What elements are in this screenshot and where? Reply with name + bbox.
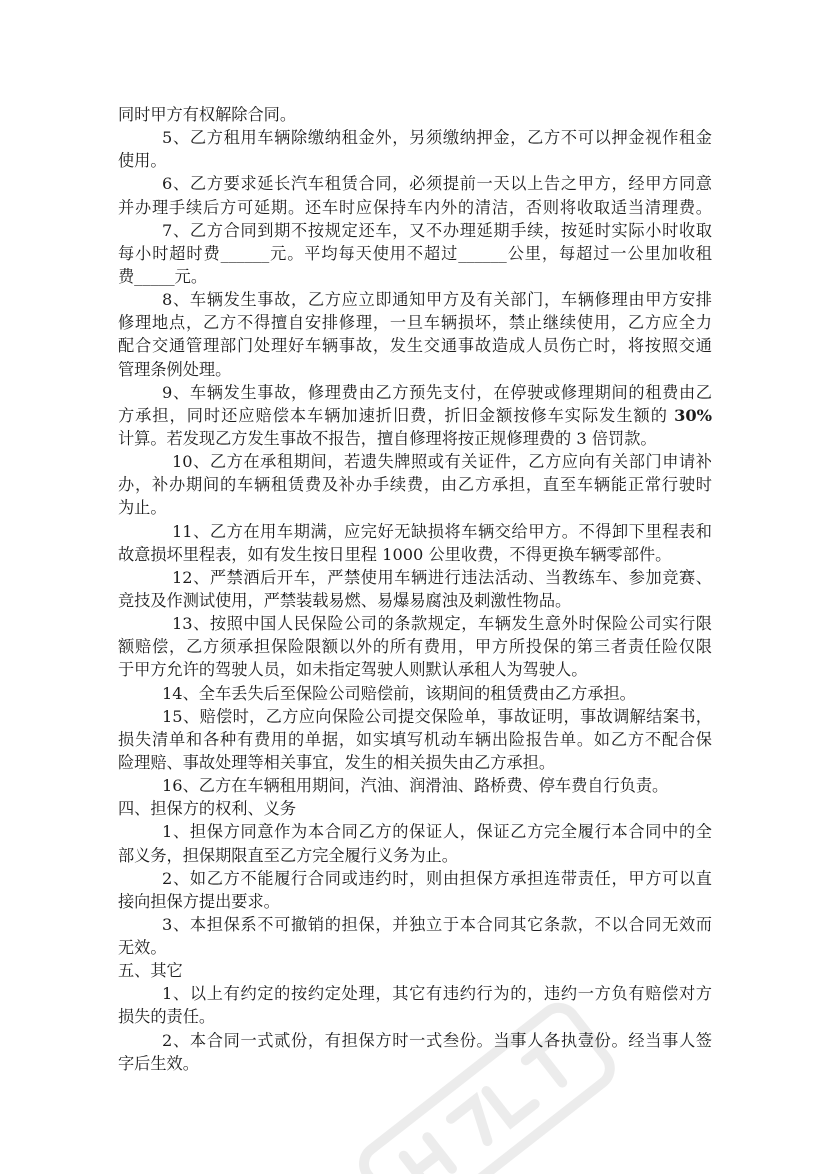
- clause-12: [118, 566, 712, 612]
- section-heading: 五、其它: [118, 961, 183, 981]
- other-clause-2: [118, 1029, 712, 1075]
- clause-10: [118, 450, 712, 519]
- text-line-segment: 方承担，同时还应赔偿本车辆加速折旧费，折旧金额按修车实际发生额的: [118, 405, 675, 425]
- text-line: 为止。: [118, 498, 167, 518]
- text-line: 5、乙方租用车辆除缴纳租金外，另须缴纳押金，乙方不可以押金视作租金: [162, 128, 712, 148]
- clause-9: [118, 381, 712, 450]
- text-line: 1、担保方同意作为本合同乙方的保证人，保证乙方完全履行本合同中的全: [162, 822, 712, 842]
- section-heading-guarantor: [118, 797, 712, 820]
- clause-16: [118, 774, 712, 797]
- clause-11: [118, 520, 712, 566]
- clause-13: [118, 612, 712, 681]
- text-line: 10、乙方在承租期间，若遗失牌照或有关证件，乙方应向有关部门申请补: [172, 452, 712, 472]
- text-line: 16、乙方在车辆租用期间，汽油、润滑油、路桥费、停车费自行负责。: [162, 776, 669, 796]
- text-line: 修理地点，乙方不得擅自安排修理，一旦车辆损坏，禁止继续使用，乙方应全力: [118, 313, 712, 333]
- text-line: 并办理手续后方可延期。还车时应保持车内外的清洁，否则将收取适当清理费。: [118, 197, 712, 217]
- continued-clause: [118, 103, 712, 126]
- text-line: 险理赔、事故处理等相关事宜，发生的相关损失由乙方承担。: [118, 752, 556, 772]
- guarantor-clause-2: [118, 867, 712, 913]
- text-line: 11、乙方在用车期满，应完好无缺损将车辆交给甲方。不得卸下里程表和: [172, 521, 712, 541]
- text-line: 管理条例处理。: [118, 359, 232, 379]
- text-line: 损失的责任。: [118, 1007, 216, 1027]
- text-line: 14、全车丢失后至保险公司赔偿前，该期间的租赁费由乙方承担。: [162, 683, 636, 703]
- text-line: 部义务，担保期限直至乙方完全履行义务为止。: [118, 845, 458, 865]
- text-line: 2、如乙方不能履行合同或违约时，则由担保方承担连带责任，甲方可以直: [162, 868, 712, 888]
- clause-5: [118, 126, 712, 172]
- clause-15: [118, 705, 712, 774]
- text-line: 接向担保方提出要求。: [118, 891, 280, 911]
- clause-6: [118, 172, 712, 218]
- text-line: 2、本合同一式贰份，有担保方时一式叁份。当事人各执壹份。经当事人签: [162, 1030, 712, 1050]
- text-line: [118, 404, 712, 427]
- text-line: 配合交通管理部门处理好车辆事故，发生交通事故造成人员伤亡时，将按照交通: [118, 336, 712, 356]
- other-clause-1: [118, 982, 712, 1028]
- text-line: 每小时超时费______元。平均每天使用不超过______公里，每超过一公里加收租: [118, 243, 712, 263]
- text-line: 无效。: [118, 938, 167, 958]
- text-line: 办，补办期间的车辆租赁费及补办手续费，由乙方承担，直至车辆能正常行驶时: [118, 475, 712, 495]
- section-heading: 四、担保方的权利、义务: [118, 799, 297, 819]
- depreciation-rate: 30%: [674, 405, 712, 425]
- text-line: 字后生效。: [118, 1053, 199, 1073]
- text-line: 8、车辆发生事故，乙方应立即通知甲方及有关部门，车辆修理由甲方安排: [162, 290, 712, 310]
- text-line: 计算。若发现乙方发生事故不报告，擅自修理将按正规修理费的 3 倍罚款。: [118, 428, 657, 448]
- clause-7: [118, 219, 712, 288]
- text-line: 15、赔偿时，乙方应向保险公司提交保险单，事故证明，事故调解结案书，: [162, 706, 712, 726]
- text-line: 1、以上有约定的按约定处理，其它有违约行为的，违约一方负有赔偿对方: [162, 984, 712, 1004]
- text-line: 6、乙方要求延长汽车租赁合同，必须提前一天以上告之甲方，经甲方同意: [162, 174, 712, 194]
- text-line: 于甲方允许的驾驶人员，如未指定驾驶人则默认承租人为驾驶人。: [118, 660, 588, 680]
- guarantor-clause-3: [118, 913, 712, 959]
- text-line: 7、乙方合同到期不按规定还车，又不办理延期手续，按延时实际小时收取: [162, 220, 712, 240]
- text-line: 使用。: [118, 151, 167, 171]
- guarantor-clause-1: [118, 820, 712, 866]
- text-line: 12、严禁酒后开车，严禁使用车辆进行违法活动、当教练车、参加竞赛、: [172, 567, 712, 587]
- text-line: 费_____元。: [118, 266, 208, 286]
- clause-8: [118, 288, 712, 381]
- text-line: 同时甲方有权解除合同。: [118, 105, 297, 124]
- text-line: 3、本担保系不可撤销的担保，并独立于本合同其它条款，不以合同无效而: [162, 914, 712, 934]
- text-line: 故意损坏里程表，如有发生按日里程 1000 公里收费，不得更换车辆零部件。: [118, 544, 672, 564]
- text-line: 损失清单和各种有费用的单据，如实填写机动车辆出险报告单。如乙方不配合保: [118, 729, 712, 749]
- text-line: 额赔偿，乙方须承担保险限额以外的所有费用，甲方所投保的第三者责任险仅限: [118, 637, 712, 657]
- text-line: 13、按照中国人民保险公司的条款规定，车辆发生意外时保险公司实行限: [172, 614, 712, 634]
- text-line: 竞技及作测试使用，严禁装载易燃、易爆易腐浊及刺激性物品。: [118, 590, 572, 610]
- section-heading-other: [118, 959, 712, 982]
- document-body: [118, 103, 712, 1075]
- text-line: 9、车辆发生事故，修理费由乙方预先支付，在停驶或修理期间的租费由乙: [162, 382, 712, 402]
- clause-14: [118, 682, 712, 705]
